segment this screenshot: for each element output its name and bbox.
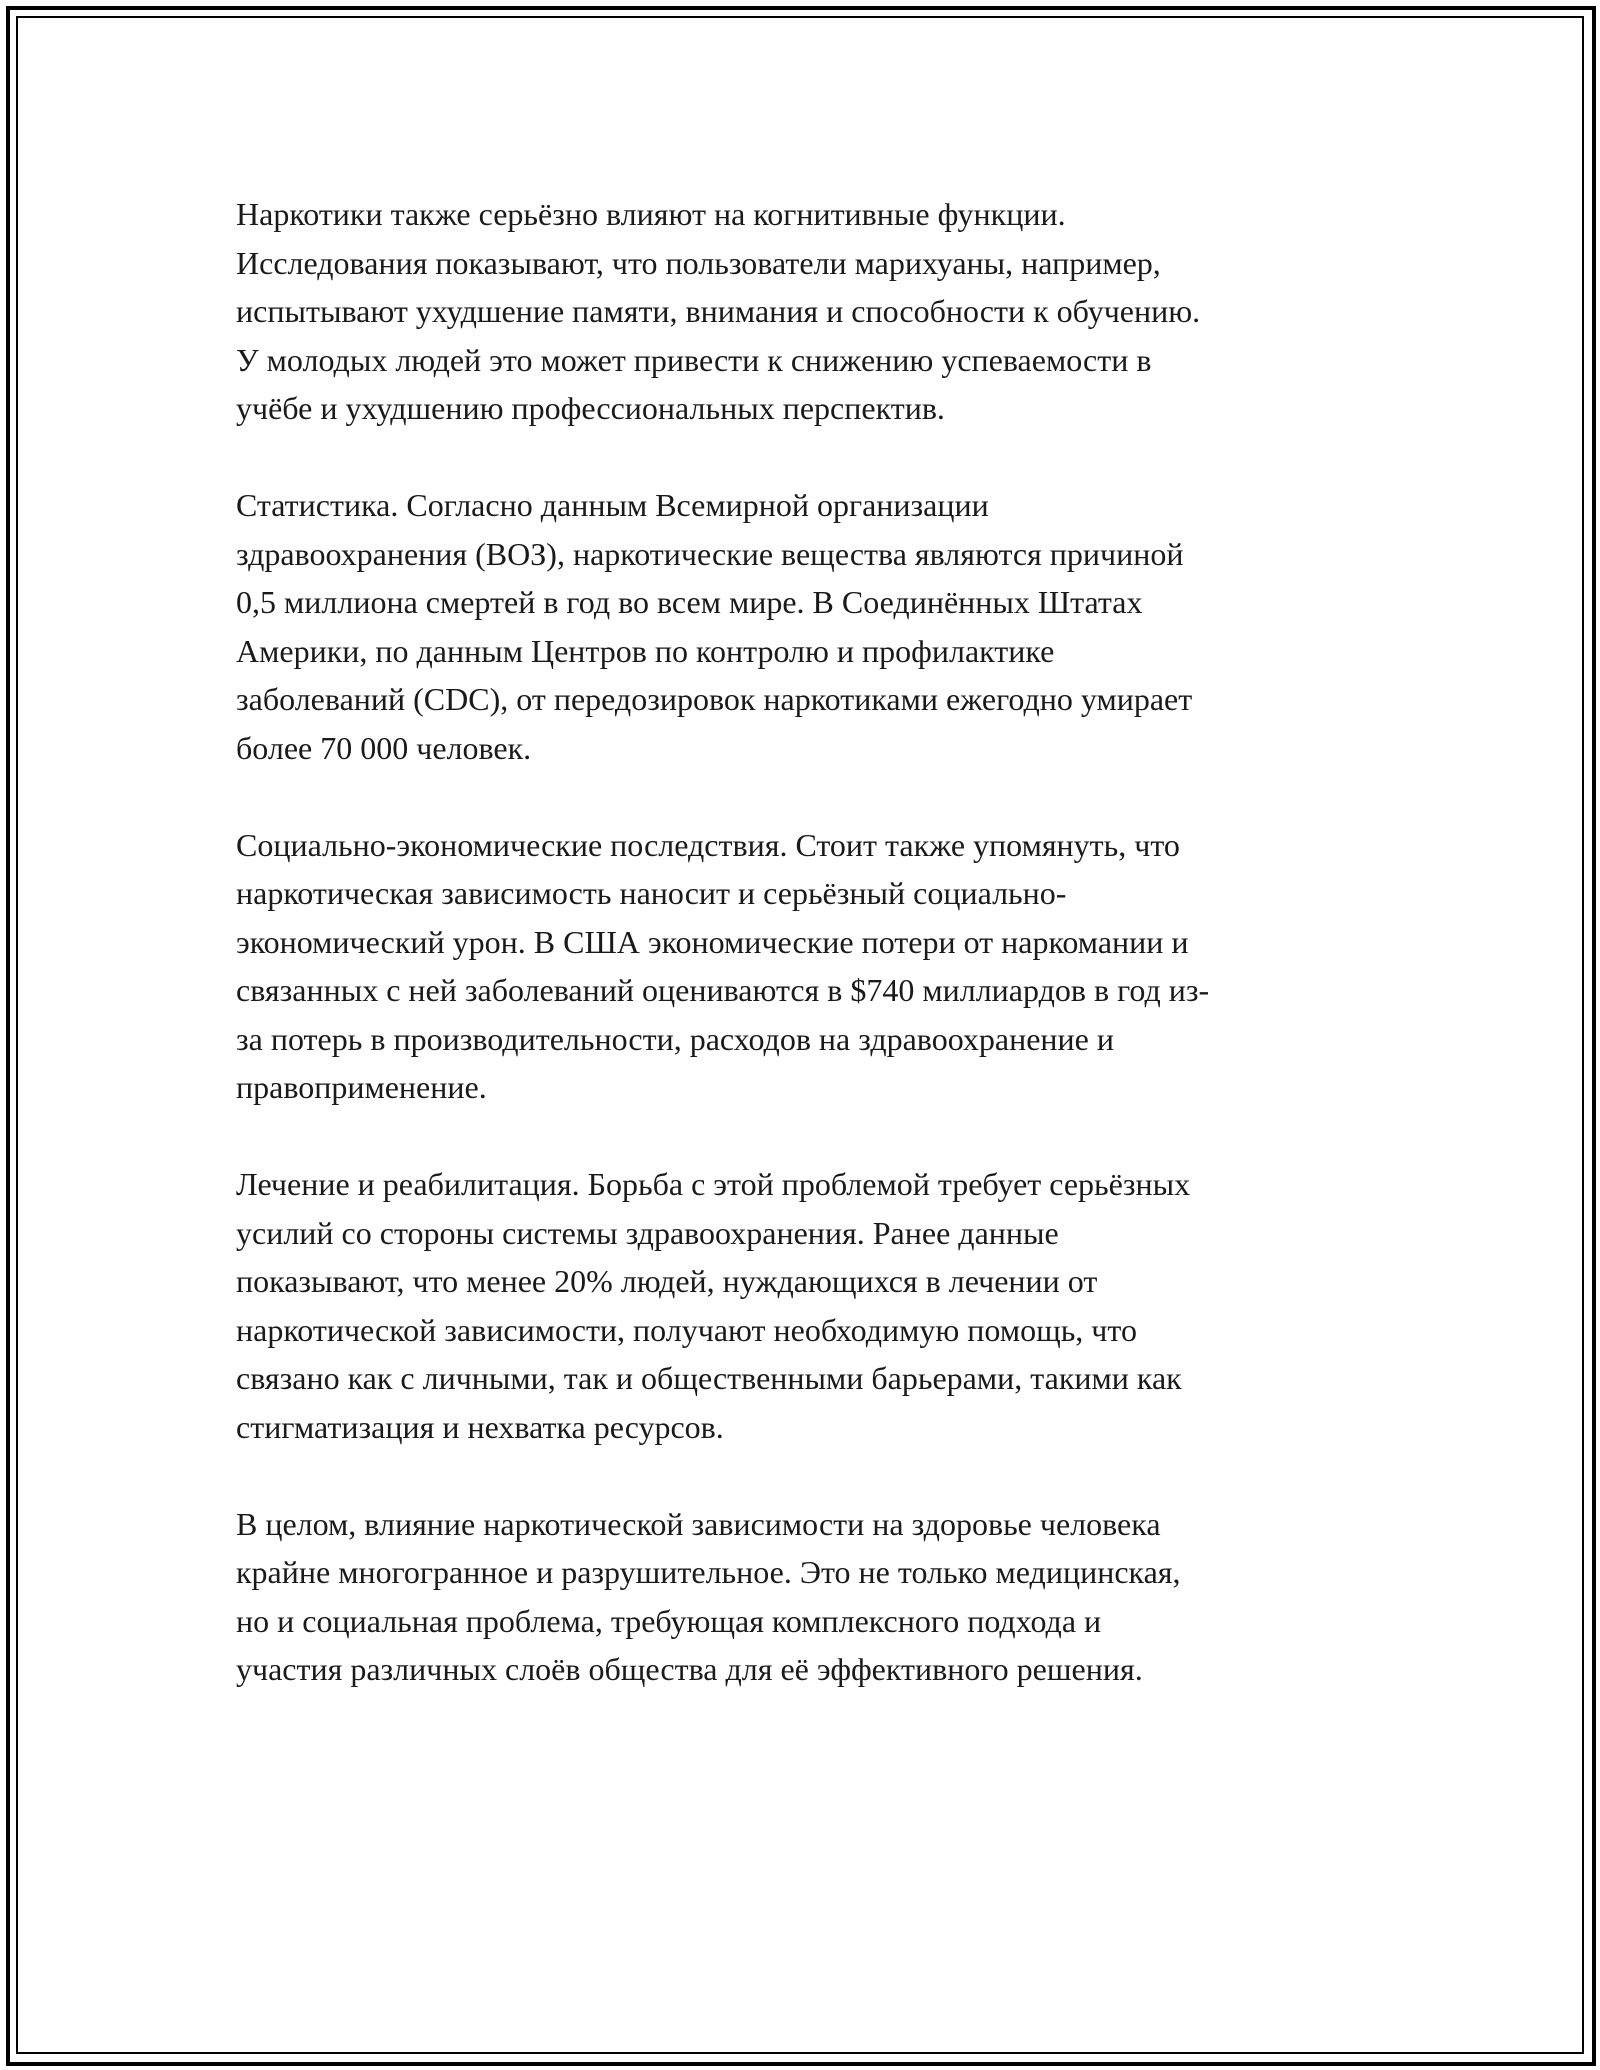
text-line: 0,5 миллиона смертей в год во всем мире. В Соединённых Штатах <box>236 584 1143 620</box>
text-line: Наркотики также серьёзно влияют на когнитивные функции. <box>236 196 1066 232</box>
text-line: более 70 000 человек. <box>236 729 532 766</box>
text-line: В целом, влияние наркотической зависимости на здоровье человека <box>236 1505 1161 1542</box>
text-line: связано как с личными, так и общественными барьерами, такими как <box>236 1360 1182 1396</box>
text-line: Америки, по данным Центров по контролю и профилактике <box>236 632 1055 669</box>
text-line: крайне многогранное и разрушительное. Это не только медицинская, <box>236 1554 1181 1590</box>
text-line: Статистика. Согласно данным Всемирной организации <box>236 487 989 523</box>
text-line: за потерь в производительности, расходов на здравоохранение и <box>236 1020 1114 1057</box>
text-line: стигматизация и нехватка ресурсов. <box>236 1408 724 1445</box>
paragraph-treatment <box>236 1160 1386 1451</box>
paragraph-cognitive-effects <box>236 190 1386 433</box>
text-line: учёбе и ухудшению профессиональных перспектив. <box>236 390 945 426</box>
text-line: Исследования показывают, что пользователи марихуаны, например, <box>236 244 1161 281</box>
document-body <box>236 190 1386 1694</box>
paragraph-conclusion <box>236 1500 1386 1694</box>
text-line: испытывают ухудшение памяти, внимания и способности к обучению. <box>236 293 1201 329</box>
paragraph-socioeconomic <box>236 821 1386 1112</box>
text-line: правоприменение. <box>236 1069 487 1105</box>
text-line: наркотическая зависимость наносит и серьёзный социально- <box>236 875 1067 911</box>
text-line: наркотической зависимости, получают необходимую помощь, что <box>236 1311 1137 1348</box>
text-line: экономический урон. В США экономические потери от наркомании и <box>236 923 1189 960</box>
text-line: здравоохранения (ВОЗ), наркотические вещества являются причиной <box>236 535 1184 572</box>
text-line: Лечение и реабилитация. Борьба с этой проблемой требует серьёзных <box>236 1166 1191 1202</box>
text-line: Социально-экономические последствия. Стоит также упомянуть, что <box>236 826 1180 863</box>
paragraph-statistics <box>236 481 1386 772</box>
text-line: участия различных слоёв общества для её эффективного решения. <box>236 1651 1143 1687</box>
text-line: заболеваний (CDC), от передозировок наркотиками ежегодно умирает <box>236 681 1193 717</box>
text-line: связанных с ней заболеваний оцениваются в $740 миллиардов в год из- <box>236 972 1210 1008</box>
text-line: У молодых людей это может привести к снижению успеваемости в <box>236 341 1152 378</box>
text-line: показывают, что менее 20% людей, нуждающихся в лечении от <box>236 1263 1098 1299</box>
text-line: усилий со стороны системы здравоохранения. Ранее данные <box>236 1214 1059 1251</box>
text-line: но и социальная проблема, требующая комплексного подхода и <box>236 1602 1102 1639</box>
